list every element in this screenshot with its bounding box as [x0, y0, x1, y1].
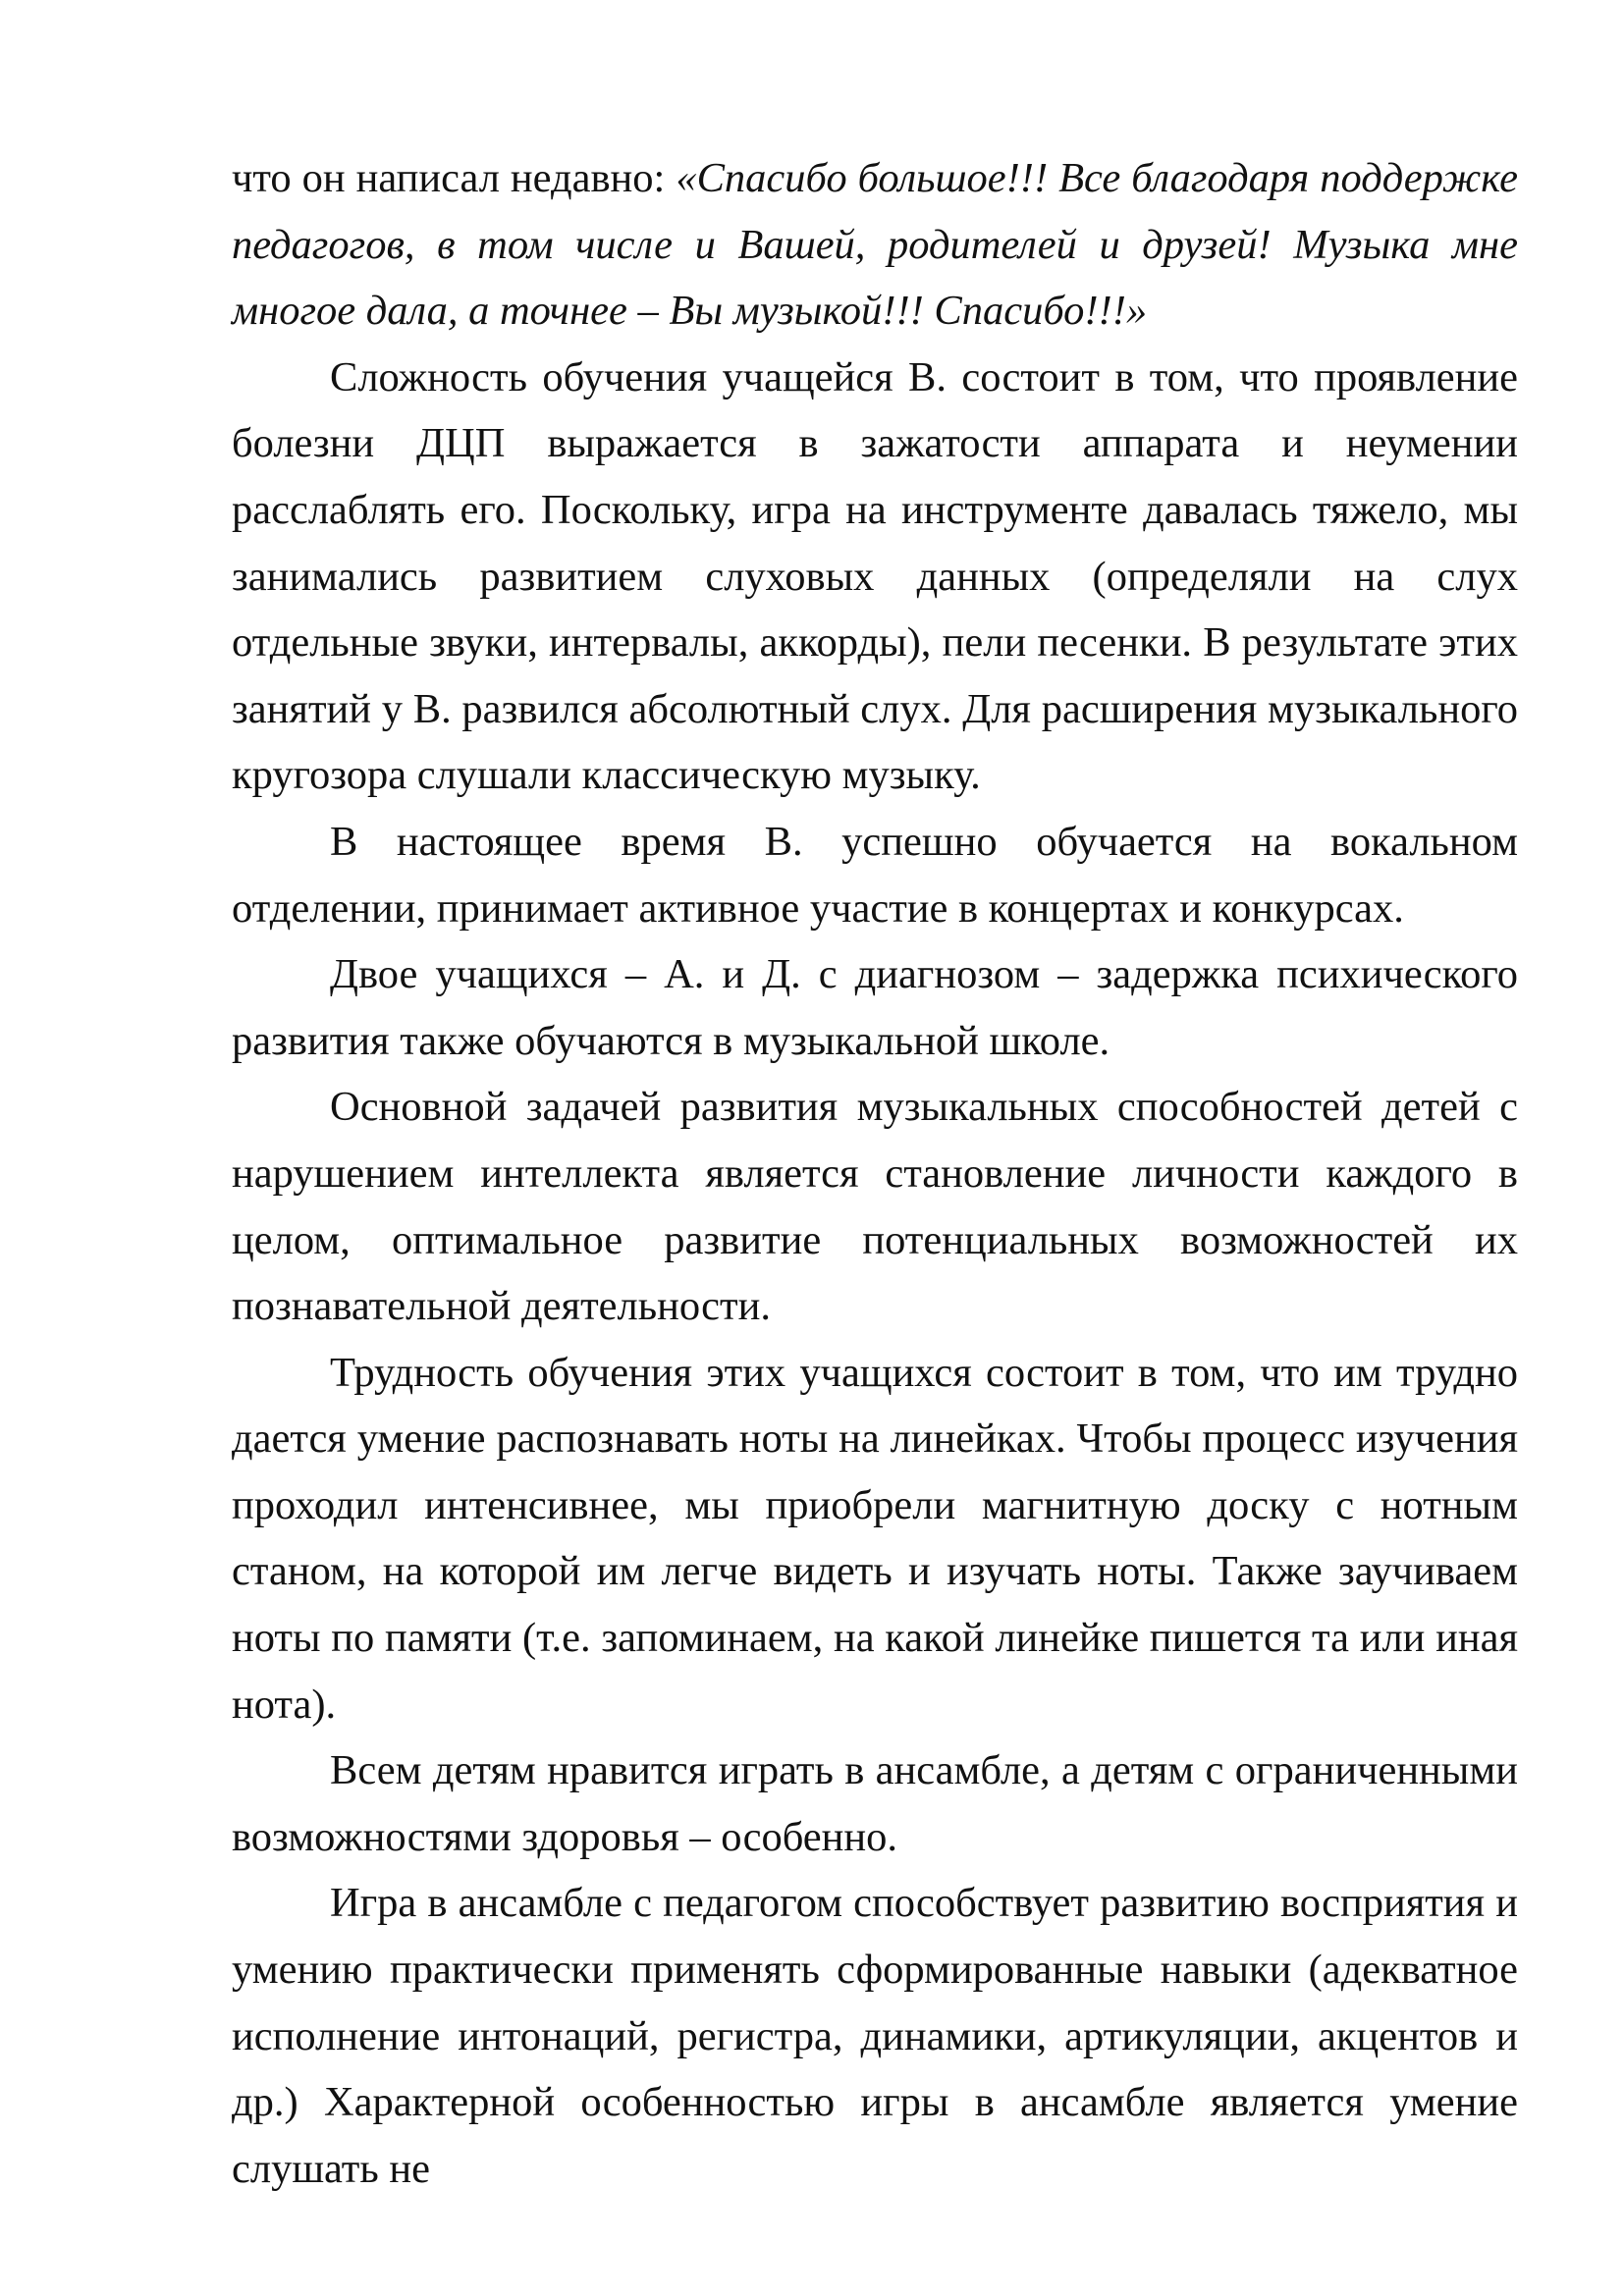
- paragraph: Двое учащихся – А. и Д. с диагнозом – задержка психического развития также обучаются в музыкальной школе.: [232, 951, 1518, 1064]
- document-page: [232, 145, 1518, 2202]
- paragraph-quote: [232, 145, 1518, 345]
- paragraph-lead-text: что он написал недавно:: [232, 155, 677, 201]
- paragraph: Всем детям нравится играть в ансамбле, а детям с ограниченными возможностями здоровья – особенно.: [232, 1747, 1518, 1860]
- paragraph: Трудность обучения этих учащихся состоит в том, что им трудно дается умение распознавать ноты на линейках. Чтобы процесс изучения проходил интенсивнее, мы приобрели магнитную доску с нотным станом, на которой им легче видеть и изучать ноты. Также заучиваем ноты по памяти (т.е. запоминаем, на какой линейке пишется та или иная нота).: [232, 1349, 1518, 1728]
- paragraph-last: Игра в ансамбле с педагогом способствует развитию восприятия и умению практически применять сформированные навыки (адекватное исполнение интонаций, регистра, динамики, артикуляции, акцентов и др.) Характерной особенностью игры в ансамбле является умение слушать не: [232, 1880, 1518, 2192]
- paragraph: Сложность обучения учащейся В. состоит в том, что проявление болезни ДЦП выражается в зажатости аппарата и неумении расслаблять его. Поскольку, игра на инструменте давалась тяжело, мы занимались развитием слуховых данных (определяли на слух отдельные звуки, интервалы, аккорды), пели песенки. В результате этих занятий у В. развился абсолютный слух. Для расширения музыкального кругозора слушали классическую музыку.: [232, 353, 1518, 799]
- student-quote: «Спасибо большое!!! Все благодаря поддержке педагогов, в том числе и Вашей, родителей и друзей! Музыка мне многое дала, а точнее – Вы музыкой!!! Спасибо!!!»: [232, 155, 1518, 335]
- paragraph: В настоящее время В. успешно обучается на вокальном отделении, принимает активное участие в концертах и конкурсах.: [232, 818, 1518, 932]
- paragraph: Основной задачей развития музыкальных способностей детей с нарушением интеллекта является становление личности каждого в целом, оптимальное развитие потенциальных возможностей их познавательной деятельности.: [232, 1084, 1518, 1330]
